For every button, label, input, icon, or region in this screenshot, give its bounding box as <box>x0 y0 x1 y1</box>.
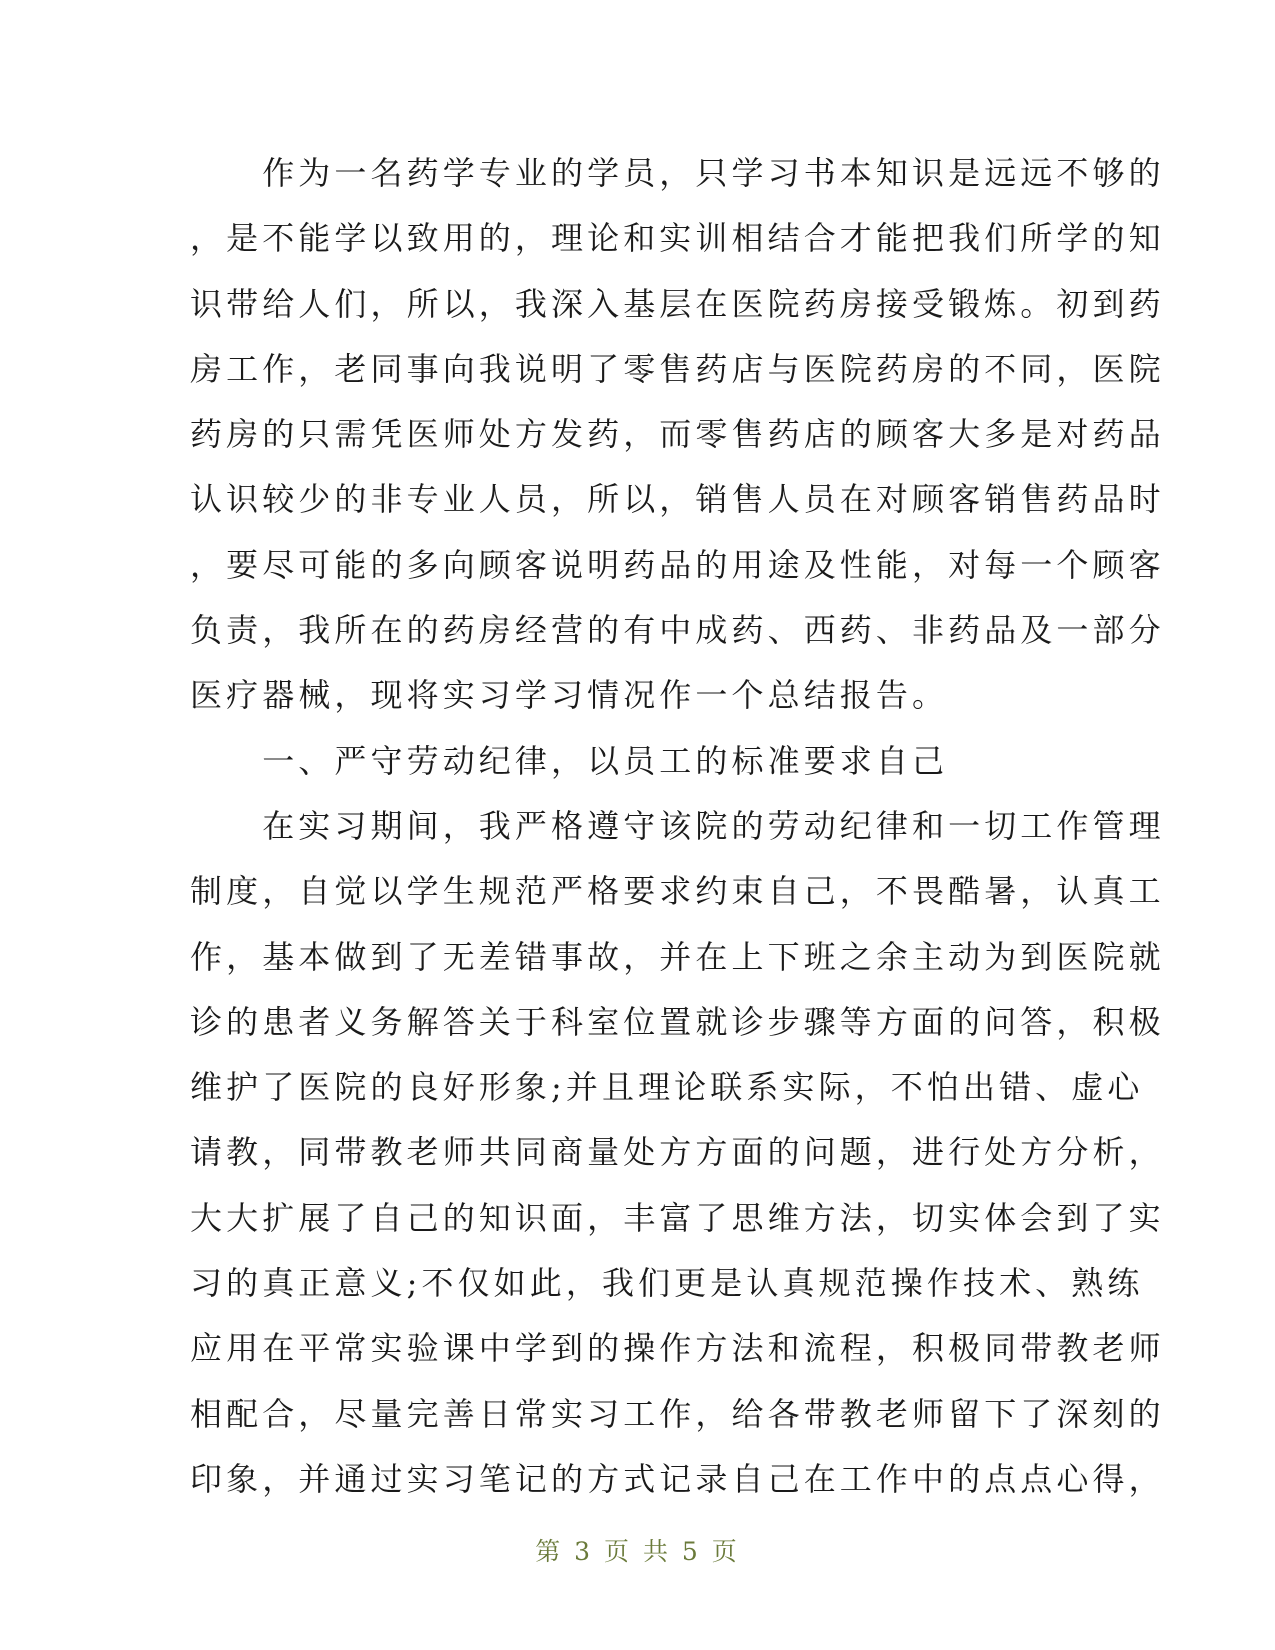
text-line: 作为一名药学专业的学员，只学习书本知识是远远不够的 <box>190 154 1165 192</box>
text-line: 药房的只需凭医师处方发药，而零售药店的顾客大多是对药品 <box>190 415 1165 454</box>
text-line: 维护了医院的良好形象;并且理论联系实际，不怕出错、虚心 <box>190 1068 1144 1107</box>
body-text <box>190 141 1165 1512</box>
text-line: 医疗器械，现将实习学习情况作一个总结报告。 <box>190 676 949 715</box>
text-line: 诊的患者义务解答关于科室位置就诊步骤等方面的问答，积极 <box>190 1002 1165 1041</box>
text-line: 认识较少的非专业人员，所以，销售人员在对顾客销售药品时 <box>190 480 1165 519</box>
text-line: 相配合，尽量完善日常实习工作，给各带教老师留下了深刻的 <box>190 1394 1165 1433</box>
section-heading: 一、严守劳动纪律，以员工的标准要求自己 <box>190 741 949 780</box>
text-line: 应用在平常实验课中学到的操作方法和流程，积极同带教老师 <box>190 1329 1165 1368</box>
text-line: 负责，我所在的药房经营的有中成药、西药、非药品及一部分 <box>190 611 1165 650</box>
text-line: 制度，自觉以学生规范严格要求约束自己，不畏酷暑，认真工 <box>190 872 1165 911</box>
text-line: 房工作，老同事向我说明了零售药店与医院药房的不同，医院 <box>190 349 1165 388</box>
text-line: 识带给人们，所以，我深入基层在医院药房接受锻炼。初到药 <box>190 284 1165 323</box>
footer-suffix: 页 <box>711 1537 740 1566</box>
page-footer <box>0 1532 1275 1568</box>
text-line: 作，基本做到了无差错事故，并在上下班之余主动为到医院就 <box>190 937 1165 976</box>
text-line: ，要尽可能的多向顾客说明药品的用途及性能，对每一个顾客 <box>190 545 1165 584</box>
text-line: 在实习期间，我严格遵守该院的劳动纪律和一切工作管理 <box>190 806 1165 845</box>
text-line: ，是不能学以致用的，理论和实训相结合才能把我们所学的知 <box>190 219 1165 258</box>
text-line: 请教，同带教老师共同商量处方方面的问题，进行处方分析， <box>190 1133 1165 1172</box>
current-page-number: 3 <box>574 1537 594 1566</box>
footer-mid: 页 共 <box>604 1537 671 1566</box>
text-line: 印象，并通过实习笔记的方式记录自己在工作中的点点心得， <box>190 1459 1165 1498</box>
total-page-count: 5 <box>681 1537 701 1566</box>
text-line: 大大扩展了自己的知识面，丰富了思维方法，切实体会到了实 <box>190 1198 1165 1237</box>
text-line: 习的真正意义;不仅如此，我们更是认真规范操作技术、熟练 <box>190 1264 1144 1303</box>
footer-prefix: 第 <box>535 1537 564 1566</box>
